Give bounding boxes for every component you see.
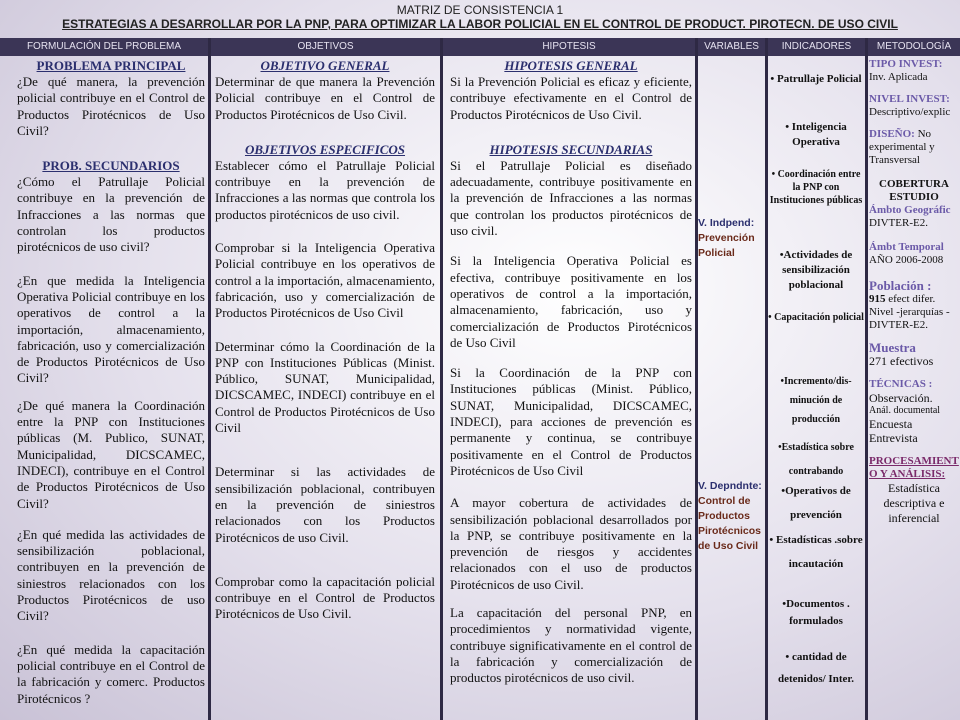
hipotesis-item: A mayor cobertura de actividades de sensibilización poblacional desarrollados por la PNP, se contribuye positivamente en la prevención de riesgos y accidentes relacionados con el uso de productos Pirotécnicos de uso Civil. [450, 495, 692, 592]
hipotesis-item: Si la Coordinación de la PNP con Instituciones públicas (Minist. Público, SUNAT, Municipalidad, DICSCAMEC, INDECI), para acciones de prevención es permanente y continua, se contribuye positivamente en el Control de Productos Pirotécnicos de Uso Civil [450, 365, 692, 478]
nivel-invest-value: Descriptivo/explic [869, 106, 951, 118]
indicador-item: •Operativos de prevención [781, 485, 851, 521]
objetivo-item: Determinar si las actividades de sensibilización poblacional, contribuyen en la prevención de siniestros relacionados con los Productos Pirotécnicos de uso Civil. [215, 464, 435, 545]
colheader-variables: VARIABLES [698, 38, 765, 56]
problema-secundarios-title: PROB. SECUNDARIOS [42, 158, 180, 174]
document-header [0, 0, 960, 38]
problema-item: ¿En que medida la Inteligencia Operativa Policial contribuye en los operativos de control a la importación, almacenamiento, fabricación, uso y comercialización de Productos Pirotécnicos de Uso Civil? [17, 272, 205, 386]
objetivo-general-text: Determinar de que manera la Prevención Policial contribuye en el Control de Productos Pirotécnicos de Uso Civil. [215, 74, 435, 122]
ambito-geografico-value: DIVTER-E2. [869, 217, 928, 229]
variables-column [697, 56, 765, 720]
variable-independiente-value: Prevención Policial [698, 232, 755, 259]
problema-item: ¿De qué manera la Coordinación entre la PNP con Instituciones públicas (M. Publico, SUNAT, Municipalidad, DICSCAMEC, INDECI), contribuye en el Control de Productos Pirotécnicos de Uso Civil? [17, 397, 205, 511]
tipo-invest-value: Inv. Aplicada [869, 71, 928, 83]
ambito-geografico-label: Ámbto Geográfic [869, 204, 951, 216]
diseno-value: No experimental y Transversal [869, 128, 935, 166]
hipotesis-general-text: Si la Prevención Policial es eficaz y eficiente, contribuye efectivamente en el Control de Productos Pirotécnicos de Uso Civil. [450, 74, 692, 122]
objetivo-item: Comprobar como la capacitación policial contribuye en el Control de Productos Pirotécnicos de Uso Civil. [215, 573, 435, 622]
hipotesis-item: Si el Patrullaje Policial es diseñado adecuadamente, contribuye positivamente en la prevención de Infracciones a las normas que controlan los productos pirotécnicos de uso civil. [450, 157, 692, 239]
ambito-temporal-value: AÑO 2006-2008 [869, 254, 944, 266]
diseno-label: DISEÑO: [869, 128, 915, 140]
tecnica-item: Entrevista [869, 431, 918, 445]
problema-principal-title: PROBLEMA PRINCIPAL [36, 58, 186, 73]
colheader-objetivos: OBJETIVOS [211, 38, 440, 56]
hipotesis-column [450, 56, 692, 720]
tecnicas-label: TÉCNICAS : [869, 378, 933, 390]
problema-item: ¿Cómo el Patrullaje Policial contribuye en la prevención de Infracciones a las normas que controlan los productos pirotécnicos de uso civil? [17, 174, 205, 255]
indicador-item: • Coordinación entre la PNP con Instituciones públicas [769, 169, 863, 206]
hipotesis-item: Si la Inteligencia Operativa Policial es efectiva, contribuye positivamente en los operativos de control a la importación, almacenamiento, fabricación, uso y comercialización de Productos Pirotécnicos de Uso Civil [450, 253, 692, 350]
indicador-item: • Inteligencia Operativa [785, 121, 847, 148]
matrix-title: MATRIZ DE CONSISTENCIA 1 [396, 3, 564, 17]
variable-dependiente-label: V. Depndnte: [698, 480, 762, 492]
indicador-item: •Incremento/dis- minución de producción [780, 376, 852, 425]
problema-item: ¿En qué medida la capacitación policial contribuye en el Control de la fabricación y comerc. Productos Pirotécnicos ? [17, 641, 205, 706]
problema-item: ¿En qué medida las actividades de sensibilización poblacional, contribuyen en la prevención de siniestros relacionados con los Productos Pirotécnicos de uso Civil? [17, 526, 205, 624]
poblacion-number: 915 [869, 293, 886, 305]
indicador-item: •Estadística sobre contrabando [778, 442, 854, 477]
objetivos-column [215, 56, 435, 720]
tipo-invest-label: TIPO INVEST: [869, 58, 943, 70]
indicador-item: • Patrullaje Policial [770, 73, 862, 85]
cobertura-title: COBERTURA ESTUDIO [879, 178, 949, 203]
colheader-indicadores: INDICADORES [768, 38, 865, 56]
indicador-item: •Actividades de sensibilización poblacional [779, 249, 853, 291]
tecnica-item: Encuesta [869, 417, 913, 431]
hipotesis-general-title: HIPOTESIS GENERAL [504, 58, 638, 73]
muestra-label: Muestra [869, 340, 916, 355]
variable-dependiente-value: Control de Productos Pirotécnicos de Uso Civil [698, 495, 762, 552]
colheader-problema: FORMULACIÓN DEL PROBLEMA [0, 38, 208, 56]
hipotesis-item: La capacitación del personal PNP, en procedimientos y normatividad vigente, contribuye significativamente en el control de la fabricación y comercialización de productos pirotécnicos de uso civil. [450, 605, 692, 686]
tecnica-item: Observación. [869, 391, 933, 405]
indicador-item: • Capacitación policial [768, 312, 864, 323]
column-divider [440, 38, 443, 720]
colheader-hipotesis: HIPOTESIS [443, 38, 695, 56]
objetivo-item: Comprobar si la Inteligencia Operativa Policial contribuye en los operativos de control a la importación, almacenamiento, fabricación, uso y comercialización de Productos Pirotécnicos de Uso Civil [215, 240, 435, 321]
indicador-item: • cantidad de detenidos/ Inter. [778, 651, 854, 685]
indicador-item: • Estadísticas .sobre incautación [769, 534, 863, 570]
column-divider [865, 38, 868, 720]
indicador-item: •Documentos . formulados [782, 598, 850, 627]
objetivo-item: Establecer cómo el Patrullaje Policial contribuye en la prevención de Infracciones a las normas que controla los productos pirotécnicos de uso civil. [215, 157, 435, 222]
poblacion-value: efect difer. Nivel -jerarquías - DIVTER-E2. [869, 293, 950, 331]
objetivo-item: Determinar cómo la Coordinación de la PNP con Instituciones Públicas (Minist. Público, SUNAT, Municipalidad, DICSCAMEC, INDECI) contribuye en el Control de Productos Pirotécnicos de Uso Civil [215, 338, 435, 436]
metodologia-column [869, 56, 959, 720]
ambito-temporal-label: Ámbt Temporal [869, 241, 944, 253]
variable-independiente-label: V. Indpend: [698, 217, 755, 229]
objetivo-general-title: OBJETIVO GENERAL [260, 58, 390, 73]
procesamiento-value: Estadística descriptiva e inferencial [883, 481, 945, 525]
muestra-value: 271 efectivos [869, 354, 934, 368]
hipotesis-secundarias-title: HIPOTESIS SECUNDARIAS [489, 141, 653, 157]
problema-principal-text: ¿De qué manera, la prevención policial contribuye en el Control de Productos Pirotécnicos de Uso Civil? [17, 74, 205, 138]
matrix-subtitle: ESTRATEGIAS A DESARROLLAR POR LA PNP, PARA OPTIMIZAR LA LABOR POLICIAL EN EL CONTROL DE PRODUCT. PIROTECN. DE USO CIVIL [62, 17, 898, 31]
nivel-invest-label: NIVEL INVEST: [869, 93, 950, 105]
column-divider [208, 38, 211, 720]
procesamiento-label: PROCESAMIENTO Y ANÁLISIS: [869, 455, 959, 480]
tecnica-item: Anál. documental [869, 405, 941, 416]
indicadores-column [768, 56, 864, 720]
poblacion-label: Población : [869, 278, 932, 293]
problema-column [17, 56, 205, 720]
objetivos-especificos-title: OBJETIVOS ESPECIFICOS [244, 141, 406, 157]
colheader-metodologia: METODOLOGÍA [868, 38, 960, 56]
